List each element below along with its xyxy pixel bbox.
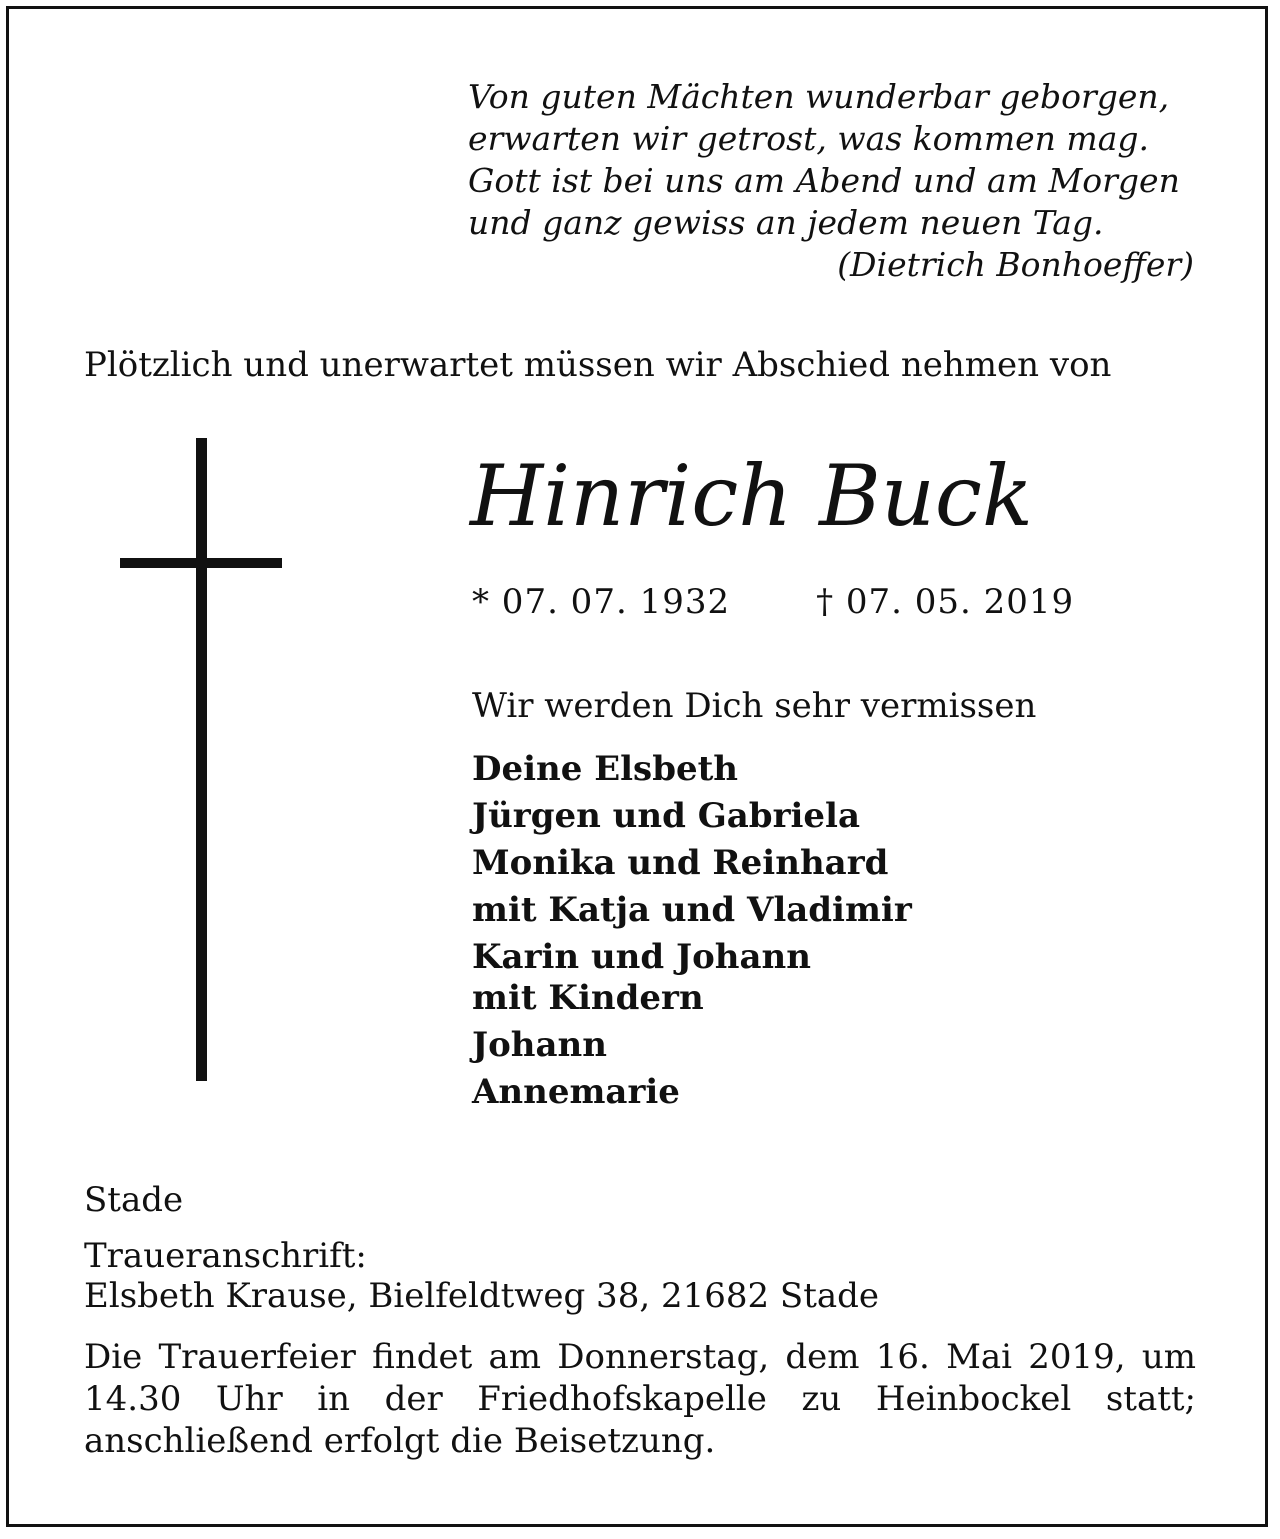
ceremony-info: Die Trauerfeier findet am Donnerstag, dem 16. Mai 2019, um 14.30 Uhr in der Friedhofskapelle zu Heinbockel statt; anschließend erfolgt die Beisetzung. — [84, 1337, 1196, 1461]
mourner-line: Monika und Reinhard — [472, 843, 889, 883]
mourner-line: Jürgen und Gabriela — [472, 796, 860, 836]
cross-vertical-bar — [196, 438, 207, 1081]
bonhoeffer-quote — [468, 76, 1198, 286]
life-dates — [472, 580, 1074, 624]
quote-line: und ganz gewiss an jedem neuen Tag. — [468, 203, 1104, 242]
mourner-line: Deine Elsbeth — [472, 749, 739, 789]
address-value: Elsbeth Krause, Bielfeldtweg 38, 21682 Stade — [84, 1276, 880, 1316]
cross-horizontal-bar — [120, 558, 282, 568]
address-label: Traueranschrift: — [84, 1236, 367, 1276]
quote-line: Gott ist bei uns am Abend und am Morgen — [468, 161, 1180, 200]
farewell-line: Wir werden Dich sehr vermissen — [472, 686, 1037, 726]
deceased-name: Hinrich Buck — [470, 447, 1033, 545]
mourner-line: Johann — [472, 1025, 607, 1065]
quote-line: erwarten wir getrost, was kommen mag. — [468, 119, 1149, 158]
quote-line: Von guten Mächten wunderbar geborgen, — [468, 77, 1170, 116]
intro-text: Plötzlich und unerwartet müssen wir Abschied nehmen von — [84, 345, 1112, 385]
quote-author: (Dietrich Bonhoeffer) — [837, 245, 1194, 284]
mourning-address — [84, 1236, 879, 1316]
birth-date: * 07. 07. 1932 — [472, 582, 731, 622]
mourner-line: Annemarie — [472, 1072, 680, 1112]
mourner-line: Karin und Johann — [472, 937, 811, 977]
death-date: † 07. 05. 2019 — [816, 582, 1075, 622]
place-name: Stade — [84, 1180, 184, 1220]
mourner-line: mit Kindern — [472, 978, 704, 1018]
mourners-list — [472, 746, 912, 1116]
mourner-line: mit Katja und Vladimir — [472, 890, 912, 930]
